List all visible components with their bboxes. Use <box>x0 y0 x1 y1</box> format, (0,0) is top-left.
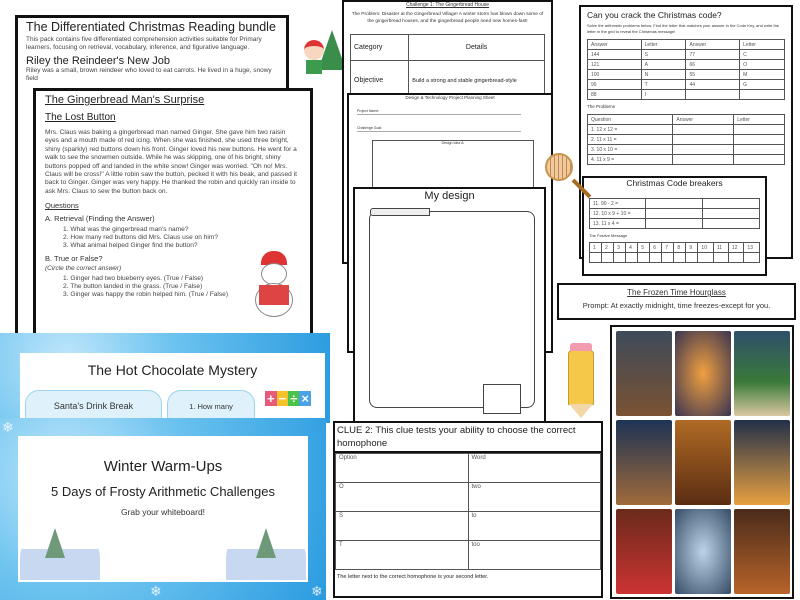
table-cell: M <box>740 70 785 80</box>
image-tile-reindeer <box>616 420 672 505</box>
clue-footer: The letter next to the correct homophone is your second letter. <box>337 574 489 580</box>
table-cell: two <box>468 483 601 512</box>
image-tile-christmas-tree <box>734 331 790 416</box>
gingerbread-title: The Gingerbread Man's Surprise <box>45 94 205 106</box>
table-cell: C <box>740 50 785 60</box>
table-cell: 88 <box>588 90 642 100</box>
hot-chocolate-title: The Hot Chocolate Mystery <box>87 362 258 378</box>
warmups-cta: Grab your whiteboard! <box>120 507 206 517</box>
image-tile-snow-globe <box>675 509 731 594</box>
table-cell: 44 <box>686 80 740 90</box>
table-cell: A <box>641 60 686 70</box>
letter-cell <box>703 209 760 219</box>
table-cell: 55 <box>686 70 740 80</box>
message-letter-box <box>698 253 713 263</box>
tab-santas-drink-break[interactable]: Santa's Drink Break <box>25 390 162 430</box>
table-row <box>588 155 785 165</box>
answer-cell <box>673 155 734 165</box>
magnifier-icon <box>545 153 573 181</box>
table-row <box>336 483 601 512</box>
answer-cell <box>646 199 703 209</box>
answer-cell <box>646 209 703 219</box>
table-row <box>588 125 785 135</box>
homophone-table <box>335 453 601 570</box>
table-cell: 11. 90 - 2 = <box>590 199 646 209</box>
message-number: 11 <box>713 243 728 253</box>
message-letter-box <box>686 253 698 263</box>
table-row <box>588 145 785 155</box>
message-number: 2 <box>602 243 614 253</box>
message-number: 9 <box>686 243 698 253</box>
breakers-table <box>589 198 760 229</box>
elf-icon <box>300 30 348 78</box>
question: 1. Ginger had two blueberry eyes. (True / False) <box>63 275 204 283</box>
question: 1. What was the gingerbread man's name? <box>63 226 189 234</box>
table-cell: 100 <box>588 70 642 80</box>
problems-label: The Problems <box>587 104 616 109</box>
table-row <box>590 243 760 253</box>
table-cell: 77 <box>686 50 740 60</box>
table-cell: 4. 11 x 9 = <box>588 155 673 165</box>
hourglass-prompt-text: Prompt: At exactly midnight, time freezes-except for you. <box>582 301 771 310</box>
message-letter-box <box>650 253 662 263</box>
column-header: Letter <box>740 40 785 50</box>
story-start: Riley was a small, brown reindeer who loved to eat carrots. He lived in a huge, snowy field <box>26 67 272 82</box>
hot-chocolate-slide <box>0 333 330 423</box>
table-row <box>588 80 785 90</box>
table-row <box>588 40 785 50</box>
message-letter-box <box>590 253 602 263</box>
table-cell: 144 <box>588 50 642 60</box>
letter-cell <box>734 145 785 155</box>
winter-scene-right-icon <box>226 528 306 580</box>
table-row <box>336 541 601 570</box>
bundle-title: The Differentiated Christmas Reading bundle <box>26 20 276 34</box>
message-letter-box <box>626 253 638 263</box>
table-row <box>590 253 760 263</box>
gingerbread-worksheet <box>33 88 313 345</box>
image-tile-santa <box>616 509 672 594</box>
table-cell: S <box>641 50 686 60</box>
image-tile-gifts <box>675 420 731 505</box>
question: 2. The button landed in the grass. (True / False) <box>63 283 203 291</box>
hourglass-title: The Frozen Time Hourglass <box>627 288 726 297</box>
code-instructions: Solve the arithmetic problems below. Find the letter that matches your answer in the Code Key, and write the letter in the grid to reveal the Christmas message! <box>587 23 780 34</box>
message-number: 8 <box>674 243 686 253</box>
letter-cell <box>703 199 760 209</box>
message-letter-box <box>674 253 686 263</box>
message-number: 13 <box>744 243 760 253</box>
gingerbread-story: Mrs. Claus was baking a gingerbread man named Ginger. She gave him two raisin eyes and a mouth made of red icing. When she was finished, she used three bright, shiny (sparkly) red buttons down his front. Ginger loved his new buttons. He went for a walk to see the snowmen outside. While he was skipping, one of his bright, shiny buttons popped off and landed in the white snow! Ginger was worried. "Oh no! Mrs. Claus will be cross!" A little robin saw the button, pecked it with his beak, and passed it back to Ginger. Ginger was very happy. He thanked the robin and quickly ran inside to ask Mrs. Claus to sew the button back on. <box>45 129 297 195</box>
clue-worksheet <box>333 421 603 598</box>
gingerbread-subtitle: The Lost Button <box>45 112 116 123</box>
question: 3. Ginger was happy the robin helped him. (True / False) <box>63 291 229 299</box>
column-header: Answer <box>673 115 734 125</box>
questions-heading: Questions <box>45 201 79 211</box>
message-label: The Festive Message <box>589 233 628 238</box>
message-letter-box <box>638 253 650 263</box>
snowflake-icon: ❄ <box>2 419 14 435</box>
tab-how-many[interactable]: 1. How many <box>167 390 255 430</box>
table-cell: 13. 11 x 4 = <box>590 219 646 229</box>
column-header: Letter <box>734 115 785 125</box>
message-letter-box <box>614 253 626 263</box>
letter-cell <box>734 155 785 165</box>
problems-table <box>587 114 785 165</box>
table-row <box>588 135 785 145</box>
math-symbols-icon: + − ÷ × <box>267 391 309 406</box>
table-cell: 2. 11 x 11 = <box>588 135 673 145</box>
section-b-note: (Circle the correct answer) <box>45 265 122 273</box>
drawing-area[interactable] <box>369 211 535 408</box>
challenge-title: Challenge 1: The Gingerbread House <box>405 2 490 8</box>
table-row <box>588 90 785 100</box>
toolbox-icon <box>483 384 521 414</box>
table-cell: 1. 12 x 12 = <box>588 125 673 135</box>
warmups-title: Winter Warm-Ups <box>103 458 223 475</box>
column-header: Question <box>588 115 673 125</box>
col-header: Category <box>351 35 409 61</box>
table-cell <box>740 90 785 100</box>
row-label: Objective <box>351 61 409 101</box>
festive-message-grid <box>589 242 760 263</box>
story-title: Riley the Reindeer's New Job <box>26 55 170 67</box>
message-number: 6 <box>650 243 662 253</box>
table-row <box>590 219 760 229</box>
answer-cell <box>673 135 734 145</box>
planning-title: Design & Technology Project Planning Sheet <box>405 95 495 100</box>
table-cell: G <box>740 80 785 90</box>
message-number: 5 <box>638 243 650 253</box>
letter-cell <box>734 135 785 145</box>
letter-cell <box>703 219 760 229</box>
message-letter-box <box>728 253 743 263</box>
column-header: Letter <box>641 40 686 50</box>
breakers-title: Christmas Code breakers <box>626 178 723 188</box>
table-row <box>588 60 785 70</box>
table-cell: too <box>468 541 601 570</box>
column-header: Option <box>336 454 469 483</box>
code-title: Can you crack the Christmas code? <box>587 10 722 20</box>
project-name-field[interactable]: Project Name: <box>357 109 521 115</box>
message-letter-box <box>602 253 614 263</box>
image-tile-lanterns <box>675 331 731 416</box>
table-cell: 3. 10 x 10 = <box>588 145 673 155</box>
table-cell: 66 <box>686 60 740 70</box>
snowflake-icon: ❄ <box>311 583 323 599</box>
section-a: A. Retrieval (Finding the Answer) <box>45 214 155 224</box>
message-number: 1 <box>590 243 602 253</box>
table-cell: S <box>336 512 469 541</box>
pencil-character-icon <box>568 350 594 405</box>
table-row <box>590 209 760 219</box>
bundle-intro: This pack contains five differentiated comprehension activities suitable for Primary learners, focusing on retrieval, vocabulary, inference, and figurative language. <box>26 36 262 51</box>
code-key-table <box>587 39 785 100</box>
table-cell: N <box>641 70 686 80</box>
pencil-icon <box>370 208 430 216</box>
answer-cell <box>646 219 703 229</box>
code-breakers-sheet <box>582 176 767 276</box>
table-cell: T <box>641 80 686 90</box>
snowman-reading-icon <box>251 251 296 321</box>
table-row <box>588 70 785 80</box>
question: 2. How many red buttons did Mrs. Claus use on him? <box>63 234 219 242</box>
table-cell: 12. 10 x 9 + 10 = <box>590 209 646 219</box>
image-tile-santa-reading <box>734 509 790 594</box>
message-number: 12 <box>728 243 743 253</box>
challenge-goal-field[interactable]: Challenge Goal: <box>357 126 521 132</box>
challenge-problem: The Problem: Disaster at the Gingerbread Village! A winter storm has blown down some of the gingerbread houses, and the gingerbread people need new homes-fast! <box>351 12 544 24</box>
message-letter-box <box>713 253 728 263</box>
warmups-subtitle: 5 Days of Frosty Arithmetic Challenges <box>51 484 275 499</box>
my-design-sheet <box>353 187 546 427</box>
column-header: Answer <box>686 40 740 50</box>
column-header: Answer <box>588 40 642 50</box>
snowflake-icon: ❄ <box>150 583 162 599</box>
message-letter-box <box>744 253 760 263</box>
illustration-grid <box>610 325 794 599</box>
table-row <box>336 512 601 541</box>
message-number: 7 <box>662 243 674 253</box>
row-value: Build a strong and stable gingerbread-style <box>409 61 545 101</box>
message-number: 10 <box>698 243 713 253</box>
winter-scene-left-icon <box>20 528 100 580</box>
table-cell: O <box>336 483 469 512</box>
image-tile-elf-shop <box>616 331 672 416</box>
clue-title: CLUE 2: This clue tests your ability to choose the correct homophone <box>335 423 601 453</box>
table-cell: T <box>336 541 469 570</box>
table-cell: to <box>468 512 601 541</box>
message-letter-box <box>662 253 674 263</box>
table-cell: O <box>740 60 785 70</box>
answer-cell <box>673 125 734 135</box>
winter-warmups-slide <box>0 418 326 600</box>
answer-cell <box>673 145 734 155</box>
message-number: 3 <box>614 243 626 253</box>
table-cell <box>686 90 740 100</box>
section-b: B. True or False? <box>45 254 103 264</box>
table-row <box>336 454 601 483</box>
hourglass-prompt <box>557 283 796 320</box>
table-row <box>590 199 760 209</box>
col-header: Details <box>409 35 545 61</box>
image-tile-cabin <box>734 420 790 505</box>
letter-cell <box>734 125 785 135</box>
table-cell: I <box>641 90 686 100</box>
table-row <box>588 115 785 125</box>
table-cell: 121 <box>588 60 642 70</box>
question: 3. What animal helped Ginger find the button? <box>63 242 198 250</box>
my-design-title: My design <box>424 190 475 202</box>
design-idea-label: Design Idea A: <box>441 141 465 145</box>
table-row <box>588 50 785 60</box>
table-cell: 99 <box>588 80 642 90</box>
message-number: 4 <box>626 243 638 253</box>
column-header: Word <box>468 454 601 483</box>
